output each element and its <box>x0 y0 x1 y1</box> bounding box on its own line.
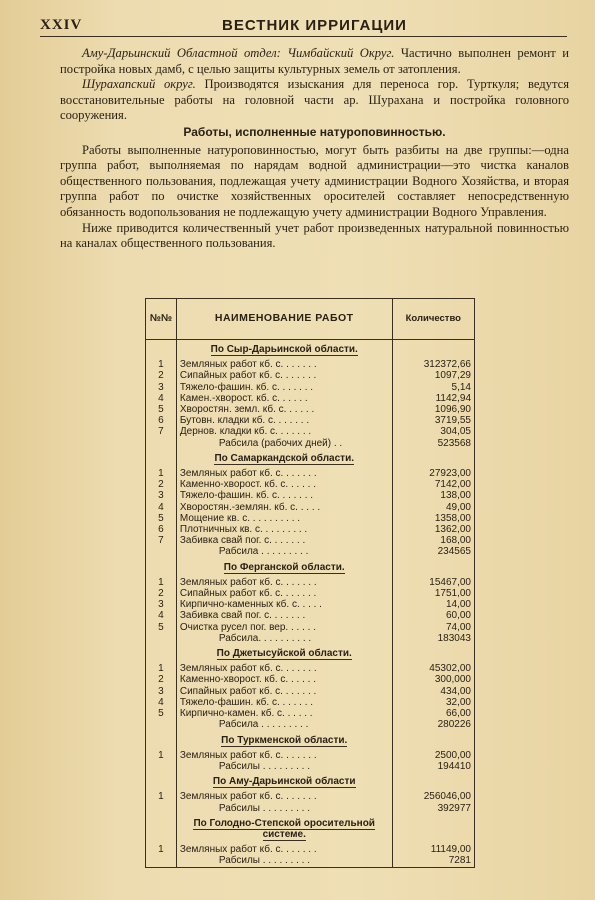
total-row <box>146 438 475 449</box>
table-row <box>146 663 475 674</box>
header-number: №№ <box>146 299 177 340</box>
paragraph-text: Производятся изыскания для переноса гор. Турткуля; ведутся восстановительные работы на головной части ар. Шурахана и постройка головного сооружения. <box>60 77 569 123</box>
total-row <box>146 546 475 557</box>
row-number: 3 <box>146 490 177 501</box>
total-quantity: 523568 <box>392 438 474 449</box>
work-quantity: 168,00 <box>392 535 474 546</box>
work-quantity: 74,00 <box>392 622 474 633</box>
row-number: 1 <box>146 844 177 855</box>
work-name: Кирпично-камен. кб. с. . . . . . <box>176 708 392 719</box>
page-header <box>40 14 567 37</box>
table-row <box>146 479 475 490</box>
quantity-cell <box>392 340 474 360</box>
row-number: 3 <box>146 599 177 610</box>
region-title: По Самаркандской области. <box>214 452 354 464</box>
region-title-cell <box>176 814 392 844</box>
work-quantity: 66,00 <box>392 708 474 719</box>
quantity-cell <box>392 449 474 468</box>
work-quantity: 1358,00 <box>392 513 474 524</box>
work-name: Земляных работ кб. с. . . . . . . <box>176 750 392 761</box>
paragraph-amu-darya <box>60 46 569 77</box>
total-label: Рабсила (рабочих дней) . . <box>176 438 392 449</box>
region-title: По Ферганской области. <box>223 561 345 573</box>
total-row <box>146 633 475 644</box>
work-name: Кирпично-каменных кб. с. . . . . <box>176 599 392 610</box>
row-number: 2 <box>146 588 177 599</box>
work-name: Сипайных работ кб. с. . . . . . . <box>176 370 392 381</box>
region-title-cell <box>176 449 392 468</box>
region-title-cell <box>176 558 392 577</box>
table-row <box>146 426 475 437</box>
work-quantity: 27923,00 <box>392 468 474 479</box>
journal-title: ВЕСТНИК ИРРИГАЦИИ <box>222 17 407 34</box>
work-quantity: 11149,00 <box>392 844 474 855</box>
table-row <box>146 697 475 708</box>
work-quantity: 14,00 <box>392 599 474 610</box>
row-number: 1 <box>146 577 177 588</box>
work-quantity: 256046,00 <box>392 791 474 802</box>
quantity-cell <box>392 731 474 750</box>
row-number: 4 <box>146 502 177 513</box>
table-row <box>146 844 475 855</box>
table-row <box>146 708 475 719</box>
work-name: Земляных работ кб. с. . . . . . . <box>176 468 392 479</box>
work-quantity: 1362,00 <box>392 524 474 535</box>
work-quantity: 15467,00 <box>392 577 474 588</box>
table-row <box>146 686 475 697</box>
row-number: 4 <box>146 610 177 621</box>
region-row <box>146 644 475 663</box>
work-name: Земляных работ кб. с. . . . . . . <box>176 577 392 588</box>
header-quantity: Количество <box>392 299 474 340</box>
works-table <box>145 298 475 868</box>
total-label: Рабсилы . . . . . . . . . <box>176 761 392 772</box>
work-quantity: 138,00 <box>392 490 474 501</box>
work-quantity: 5,14 <box>392 382 474 393</box>
table-row <box>146 382 475 393</box>
region-row <box>146 772 475 791</box>
number-cell <box>146 546 177 557</box>
total-quantity: 7281 <box>392 855 474 867</box>
table-row <box>146 415 475 426</box>
region-title-cell <box>176 731 392 750</box>
region-row <box>146 558 475 577</box>
number-cell <box>146 761 177 772</box>
region-title-cell <box>176 644 392 663</box>
work-name: Забивка свай пог. с. . . . . . . <box>176 610 392 621</box>
total-label: Рабсилы . . . . . . . . . <box>176 855 392 867</box>
total-label: Рабсила . . . . . . . . . <box>176 719 392 730</box>
table-row <box>146 359 475 370</box>
row-number: 6 <box>146 415 177 426</box>
work-quantity: 300,000 <box>392 674 474 685</box>
table-row <box>146 750 475 761</box>
quantity-cell <box>392 558 474 577</box>
quantity-cell <box>392 814 474 844</box>
total-label: Рабсила. . . . . . . . . . <box>176 633 392 644</box>
work-quantity: 7142,00 <box>392 479 474 490</box>
work-quantity: 32,00 <box>392 697 474 708</box>
region-title-cell <box>176 340 392 360</box>
paragraph-text: Частично выполнен ремонт и постройка новых дамб, с целью защиты культурных земель от затопления. <box>60 46 570 76</box>
work-name: Земляных работ кб. с. . . . . . . <box>176 359 392 370</box>
work-quantity: 1751,00 <box>392 588 474 599</box>
row-number: 7 <box>146 426 177 437</box>
row-number: 1 <box>146 663 177 674</box>
work-name: Тяжело-фашин. кб. с. . . . . . . <box>176 382 392 393</box>
work-quantity: 434,00 <box>392 686 474 697</box>
work-name: Сипайных работ кб. с. . . . . . . <box>176 686 392 697</box>
table-row <box>146 577 475 588</box>
table-header-row <box>146 299 475 340</box>
total-row <box>146 719 475 730</box>
row-number: 2 <box>146 370 177 381</box>
number-cell <box>146 644 177 663</box>
section-heading: Работы, исполненные натуроповинностью. <box>183 124 446 139</box>
work-quantity: 1142,94 <box>392 393 474 404</box>
total-row <box>146 803 475 814</box>
work-name: Очистка русел пог. вер. . . . . . <box>176 622 392 633</box>
region-title: По Туркменской области. <box>221 734 348 746</box>
total-row <box>146 761 475 772</box>
number-cell <box>146 719 177 730</box>
row-number: 6 <box>146 524 177 535</box>
number-cell <box>146 731 177 750</box>
article-body <box>60 46 569 252</box>
row-number: 7 <box>146 535 177 546</box>
work-name: Каменно-хворост. кб. с. . . . . . <box>176 479 392 490</box>
region-row <box>146 449 475 468</box>
region-title-cell <box>176 772 392 791</box>
work-name: Земляных работ кб. с. . . . . . . <box>176 663 392 674</box>
number-cell <box>146 558 177 577</box>
number-cell <box>146 855 177 867</box>
work-name: Земляных работ кб. с. . . . . . . <box>176 844 392 855</box>
table-row <box>146 524 475 535</box>
region-row <box>146 731 475 750</box>
row-number: 5 <box>146 513 177 524</box>
work-quantity: 2500,00 <box>392 750 474 761</box>
number-cell <box>146 633 177 644</box>
table-row <box>146 599 475 610</box>
work-quantity: 1097,29 <box>392 370 474 381</box>
table-row <box>146 404 475 415</box>
work-name: Сипайных работ кб. с. . . . . . . <box>176 588 392 599</box>
work-name: Хворостян.-землян. кб. с. . . . . <box>176 502 392 513</box>
total-label: Рабсила . . . . . . . . . <box>176 546 392 557</box>
work-name: Тяжело-фашин. кб. с. . . . . . . <box>176 697 392 708</box>
total-quantity: 194410 <box>392 761 474 772</box>
number-cell <box>146 340 177 360</box>
row-number: 2 <box>146 674 177 685</box>
work-name: Тяжело-фашин. кб. с. . . . . . . <box>176 490 392 501</box>
table-row <box>146 535 475 546</box>
table-body <box>146 340 475 868</box>
paragraph-works: Работы выполненные натуроповинностью, могут быть разбиты на две группы:—одна группа работ, выполняемая по нарядам водной администрации—это чистка каналов общественного пользования, подлежащая учету администрации Водного Хозяйства, и вторая группа работ по очистке хозяйственных оросителей составляет непосредственную обязанность водопользования не подлежащую учету администрации Водного Управления. <box>60 142 569 219</box>
header-name: НАИМЕНОВАНИЕ РАБОТ <box>176 299 392 340</box>
number-cell <box>146 803 177 814</box>
region-title: По Аму-Дарьинской области <box>212 776 356 788</box>
work-name: Земляных работ кб. с. . . . . . . <box>176 791 392 802</box>
work-quantity: 45302,00 <box>392 663 474 674</box>
work-name: Мощение кв. с. . . . . . . . . . <box>176 513 392 524</box>
total-quantity: 392977 <box>392 803 474 814</box>
row-number: 1 <box>146 468 177 479</box>
work-name: Бутовн. кладки кб. с. . . . . . . <box>176 415 392 426</box>
region-row <box>146 340 475 360</box>
table-row <box>146 502 475 513</box>
table-row <box>146 610 475 621</box>
page-number: XXIV <box>40 17 83 33</box>
region-title: По Джетысуйской области. <box>216 648 352 660</box>
row-number: 3 <box>146 382 177 393</box>
paragraph-shurakhan <box>60 77 569 124</box>
number-cell <box>146 438 177 449</box>
paragraph-intro: Ниже приводится количественный учет работ произведенных натуральной повинностью на каналах общественного пользования. <box>60 220 569 251</box>
paragraph-lead: Шурахапский округ. <box>82 77 196 92</box>
row-number: 5 <box>146 708 177 719</box>
work-name: Камен.-хворост. кб. с. . . . . . <box>176 393 392 404</box>
work-quantity: 60,00 <box>392 610 474 621</box>
work-name: Дернов. кладки кб. с. . . . . . . <box>176 426 392 437</box>
table-row <box>146 490 475 501</box>
total-row <box>146 855 475 867</box>
table-row <box>146 588 475 599</box>
row-number: 5 <box>146 622 177 633</box>
table-row <box>146 674 475 685</box>
region-title: По Сыр-Дарьинской области. <box>210 344 358 355</box>
paragraph-lead: Аму-Дарьинский Областной отдел: Чимбайский Округ. <box>82 46 395 60</box>
total-label: Рабсилы . . . . . . . . . <box>176 803 392 814</box>
quantity-cell <box>392 644 474 663</box>
row-number: 1 <box>146 750 177 761</box>
number-cell <box>146 449 177 468</box>
work-quantity: 3719,55 <box>392 415 474 426</box>
work-name: Хворостян. земл. кб. с. . . . . . <box>176 404 392 415</box>
work-name: Плотничных кв. с. . . . . . . . . <box>176 524 392 535</box>
work-quantity: 49,00 <box>392 502 474 513</box>
number-cell <box>146 814 177 844</box>
table-row <box>146 513 475 524</box>
row-number: 3 <box>146 686 177 697</box>
table-row <box>146 393 475 404</box>
row-number: 1 <box>146 791 177 802</box>
table-row <box>146 622 475 633</box>
number-cell <box>146 772 177 791</box>
work-name: Забивка свай пог. с. . . . . . . <box>176 535 392 546</box>
total-quantity: 280226 <box>392 719 474 730</box>
table-row <box>146 468 475 479</box>
total-quantity: 183043 <box>392 633 474 644</box>
row-number: 4 <box>146 393 177 404</box>
total-quantity: 234565 <box>392 546 474 557</box>
row-number: 5 <box>146 404 177 415</box>
row-number: 1 <box>146 359 177 370</box>
table-row <box>146 370 475 381</box>
table-row <box>146 791 475 802</box>
work-quantity: 304,05 <box>392 426 474 437</box>
region-row <box>146 814 475 844</box>
work-name: Каменно-хворост. кб. с. . . . . . <box>176 674 392 685</box>
work-quantity: 1096,90 <box>392 404 474 415</box>
row-number: 2 <box>146 479 177 490</box>
region-title: По Голодно-Степской оросительной системе. <box>193 817 375 840</box>
work-quantity: 312372,66 <box>392 359 474 370</box>
quantity-cell <box>392 772 474 791</box>
row-number: 4 <box>146 697 177 708</box>
